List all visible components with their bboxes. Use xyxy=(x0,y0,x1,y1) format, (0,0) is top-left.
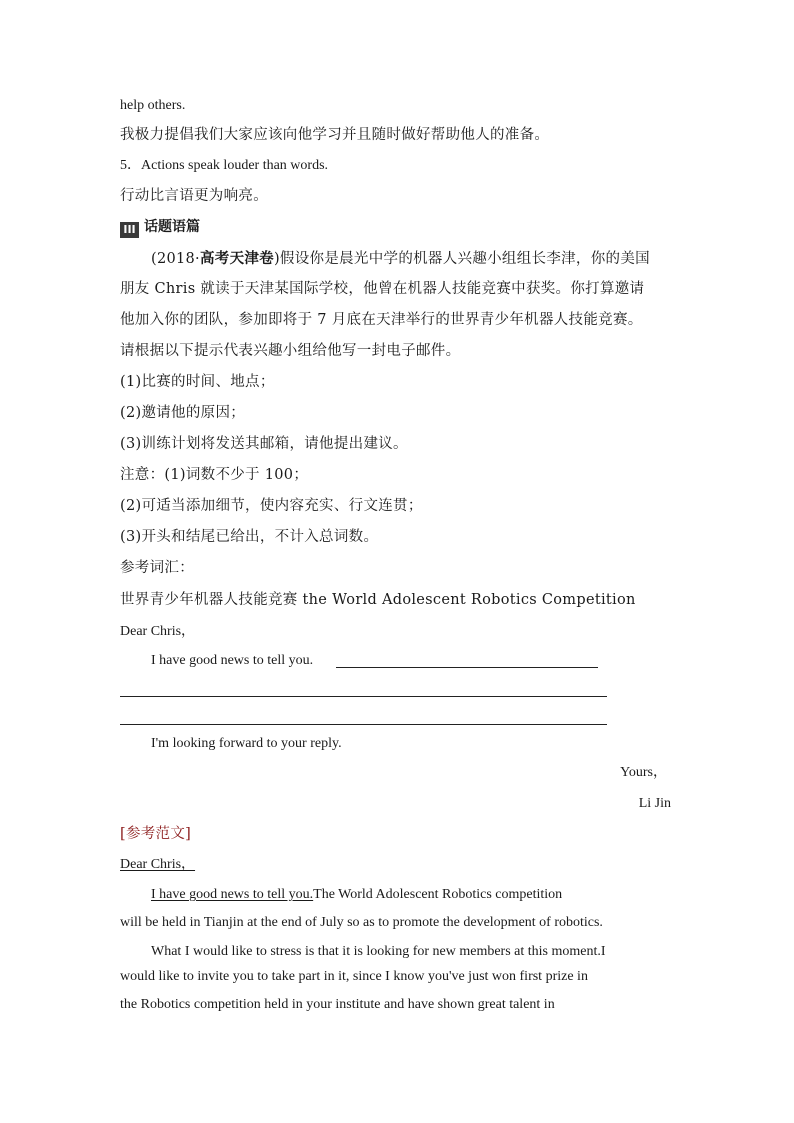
intro-line-3: 5．Actions speak louder than words. xyxy=(120,158,329,173)
letter-signature: Li Jin xyxy=(638,796,671,811)
task-paragraph-line-2: 朋友 Chris 就读于天津某国际学校，他曾在机器人技能竞赛中获奖。你打算邀请 xyxy=(120,281,645,297)
section-marker: III xyxy=(120,222,139,238)
task-item-2: (2)邀请他的原因； xyxy=(120,405,246,421)
answer-blank-2 xyxy=(120,696,607,697)
task-source: 高考天津卷 xyxy=(199,250,274,267)
vocab-label: 参考词汇： xyxy=(120,560,194,576)
intro-line-4: 行动比言语更为响亮。 xyxy=(120,188,268,204)
task-note-3: (3)开头和结尾已给出，不计入总词数。 xyxy=(120,529,379,545)
section-title: 话题语篇 xyxy=(144,219,200,235)
task-paragraph-line-4: 请根据以下提示代表兴趣小组给他写一封电子邮件。 xyxy=(120,343,461,359)
task-paragraph-line-3: 他加入你的团队，参加即将于 7 月底在天津举行的世界青少年机器人技能竞赛。 xyxy=(120,312,643,328)
model-line-3: What I would like to stress is that it is looking for new members at this moment.I xyxy=(151,944,606,959)
model-essay-label: [参考范文] xyxy=(120,826,192,842)
model-line-4: would like to invite you to take part in it, since I know you've just won first prize in xyxy=(120,969,588,984)
answer-blank-3 xyxy=(120,724,607,725)
vocab-line: 世界青少年机器人技能竞赛 the World Adolescent Robotics Competition xyxy=(120,592,636,608)
model-opening-underlined: I have good news to tell you. xyxy=(151,887,314,902)
task-paragraph-line-1 xyxy=(151,250,650,268)
model-salutation: Dear Chris， xyxy=(120,857,196,872)
model-line-2: will be held in Tianjin at the end of July so as to promote the development of robotics. xyxy=(120,915,603,930)
answer-blank-1 xyxy=(336,667,598,668)
task-text-1: )假设你是晨光中学的机器人兴趣小组组长李津，你的美国 xyxy=(273,251,650,267)
model-line-1 xyxy=(151,886,562,904)
task-item-3: (3)训练计划将发送其邮箱，请他提出建议。 xyxy=(120,436,408,452)
intro-line-2: 我极力提倡我们大家应该向他学习并且随时做好帮助他人的准备。 xyxy=(120,127,550,143)
section-heading xyxy=(120,218,200,238)
model-line-1-rest: The World Adolescent Robotics competition xyxy=(313,887,563,902)
letter-signoff: Yours， xyxy=(620,765,667,780)
letter-closing: I'm looking forward to your reply. xyxy=(151,736,342,751)
letter-salutation: Dear Chris， xyxy=(120,624,196,639)
model-line-5: the Robotics competition held in your institute and have shown great talent in xyxy=(120,997,555,1012)
intro-line-1: help others. xyxy=(120,98,186,113)
task-note-2: (2)可适当添加细节，使内容充实、行文连贯； xyxy=(120,498,423,514)
letter-opening: I have good news to tell you. xyxy=(151,653,314,668)
task-source-prefix: (2018· xyxy=(151,251,200,267)
task-note-1: 注意：(1)词数不少于 100； xyxy=(120,467,309,483)
task-item-1: (1)比赛的时间、地点； xyxy=(120,374,275,390)
